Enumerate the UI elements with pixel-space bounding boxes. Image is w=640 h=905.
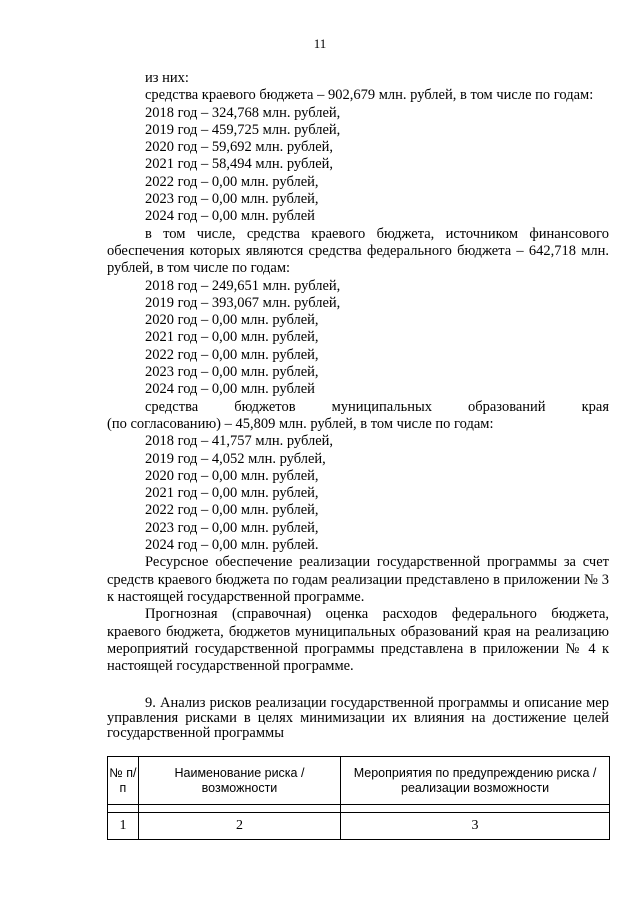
gap-cell	[108, 805, 139, 813]
table-gap-row	[108, 805, 610, 813]
year-line: 2022 год – 0,00 млн. рублей,	[145, 346, 319, 363]
year-line: 2024 год – 0,00 млн. рублей	[145, 208, 315, 225]
year-line: 2023 год – 0,00 млн. рублей,	[145, 519, 319, 536]
year-line: 2023 год – 0,00 млн. рублей,	[145, 191, 319, 208]
municipal-years-list	[107, 433, 609, 554]
table-cell: 2	[138, 813, 340, 840]
regional-years-list	[107, 105, 609, 226]
year-line: 2019 год – 459,725 млн. рублей,	[145, 121, 341, 138]
gap-cell	[341, 805, 610, 813]
section-heading: 9. Анализ рисков реализации государственной программы и описание мер управления рисками в целях минимизации их влияния на достижение целей государственной программы	[107, 695, 609, 742]
year-line: 2021 год – 0,00 млн. рублей,	[145, 485, 319, 502]
risk-table	[107, 756, 610, 840]
year-line: 2023 год – 0,00 млн. рублей,	[145, 364, 319, 381]
year-line: 2019 год – 4,052 млн. рублей,	[145, 450, 326, 467]
year-line: 2020 год – 59,692 млн. рублей,	[145, 139, 334, 156]
header-risk-name: Наименование риска / возможности	[138, 757, 340, 805]
year-line: 2021 год – 0,00 млн. рублей,	[145, 329, 319, 346]
paragraph-resource-provision: Ресурсное обеспечение реализации государственной программы за счет средств краевого бюджета по годам реализации представлено в приложении № 3 к настоящей государственной программе.	[107, 554, 609, 605]
document-body	[107, 70, 609, 741]
year-line: 2018 год – 41,757 млн. рублей,	[145, 433, 334, 450]
table-header-row	[108, 757, 610, 805]
year-line: 2024 год – 0,00 млн. рублей	[145, 381, 315, 398]
table-cell: 3	[341, 813, 610, 840]
page-number: 11	[313, 36, 327, 51]
year-line: 2022 год – 0,00 млн. рублей,	[145, 173, 319, 190]
year-line: 2018 год – 324,768 млн. рублей,	[145, 104, 341, 121]
paragraph-regional-budget: средства краевого бюджета – 902,679 млн. рублей, в том числе по годам:	[145, 87, 594, 104]
gap-cell	[138, 805, 340, 813]
year-line: 2020 год – 0,00 млн. рублей,	[145, 467, 319, 484]
paragraph-municipal-line1: средства бюджетов муниципальных образований края	[145, 398, 609, 415]
paragraph-forecast-estimate: Прогнозная (справочная) оценка расходов федерального бюджета, краевого бюджета, бюджетов муниципальных образований края на реализацию мероприятий государственной программы представлена в приложении № 4 к настоящей государственной программе.	[107, 606, 609, 675]
year-line: 2020 год – 0,00 млн. рублей,	[145, 312, 319, 329]
paragraph-municipal-line2: (по согласованию) – 45,809 млн. рублей, в том числе по годам:	[107, 415, 494, 432]
paragraph-intro: из них:	[145, 70, 189, 86]
year-line: 2024 год – 0,00 млн. рублей.	[145, 537, 319, 554]
year-line: 2019 год – 393,067 млн. рублей,	[145, 294, 341, 311]
table-cell: 1	[108, 813, 139, 840]
table-row	[108, 813, 610, 840]
year-line: 2021 год – 58,494 млн. рублей,	[145, 156, 334, 173]
paragraph-federal-budget: в том числе, средства краевого бюджета, источником финансового обеспечения которых являются средства федерального бюджета – 642,718 млн. рублей, в том числе по годам:	[107, 225, 609, 277]
year-line: 2018 год – 249,651 млн. рублей,	[145, 277, 341, 294]
year-line: 2022 год – 0,00 млн. рублей,	[145, 502, 319, 519]
header-number: № п/п	[108, 757, 139, 805]
header-measures: Мероприятия по предупреждению риска / реализации возможности	[341, 757, 610, 805]
federal-years-list	[107, 278, 609, 399]
